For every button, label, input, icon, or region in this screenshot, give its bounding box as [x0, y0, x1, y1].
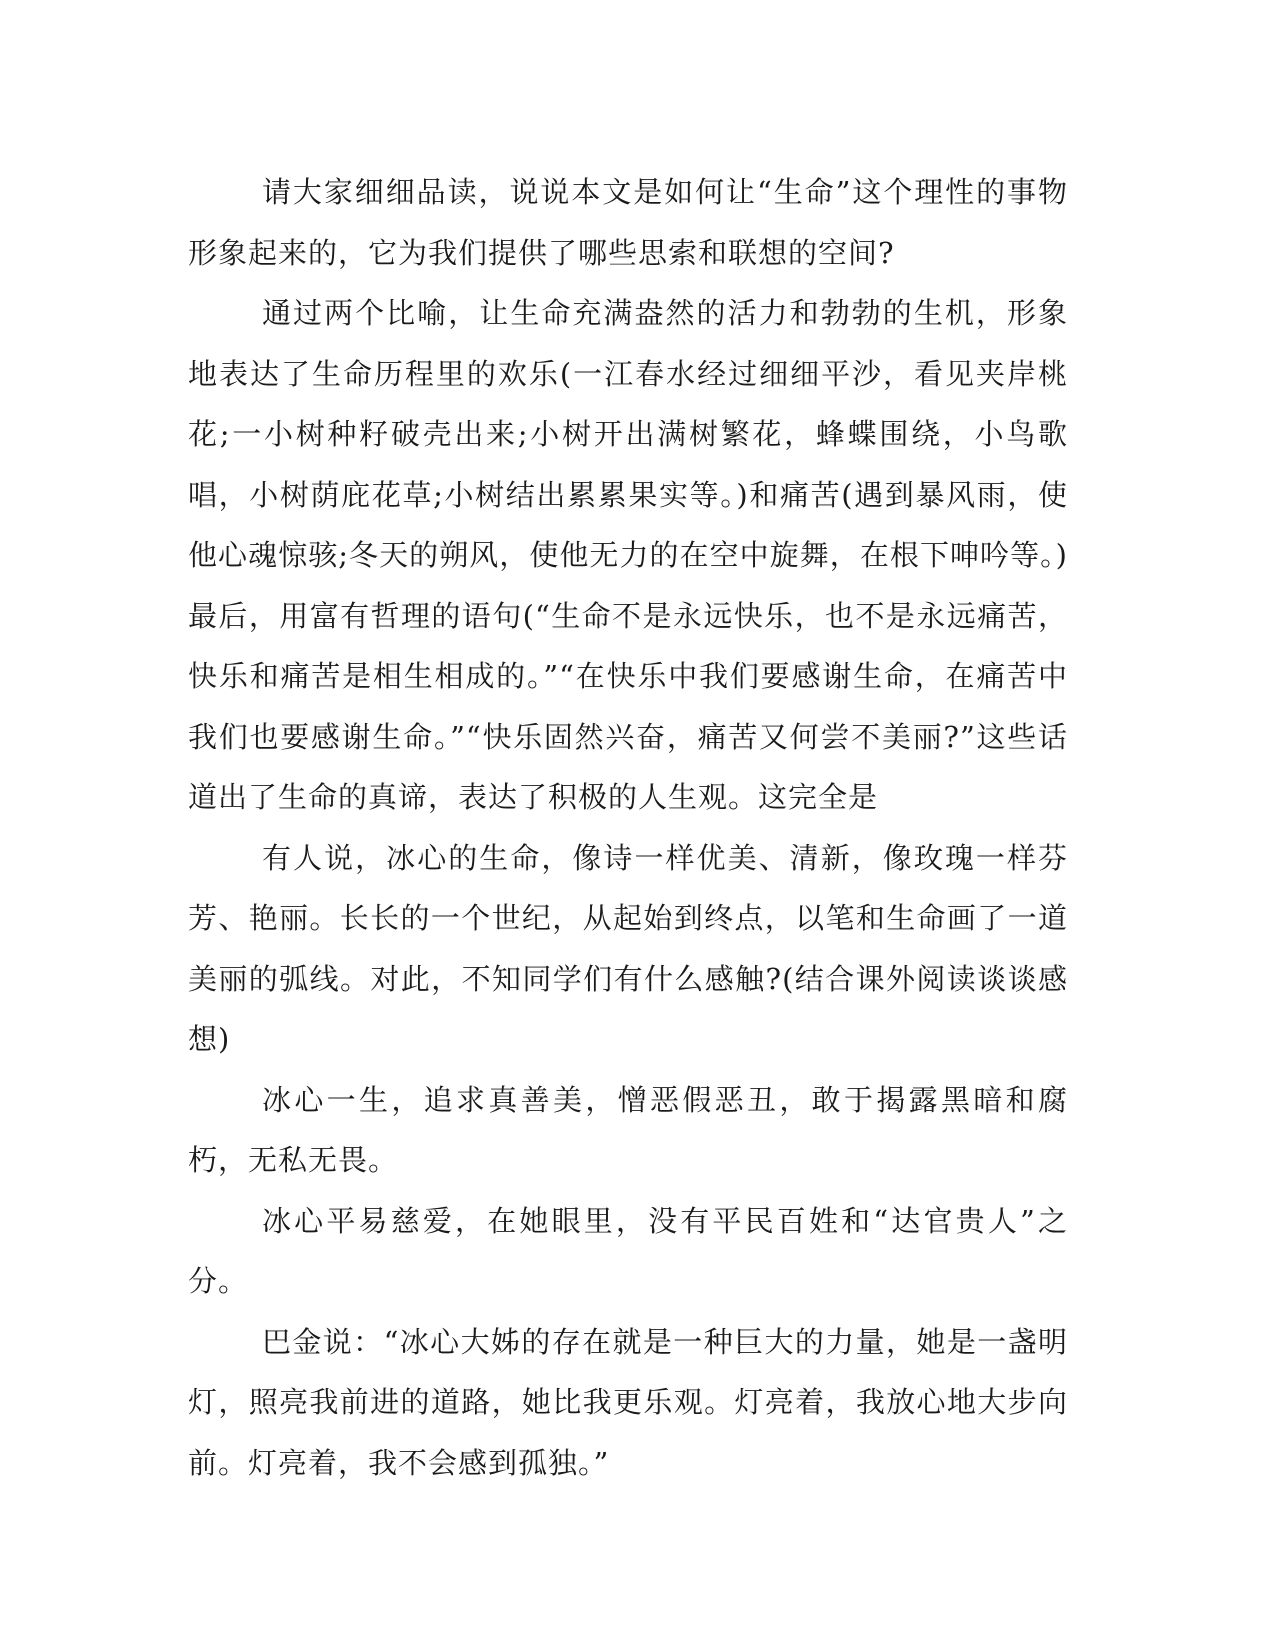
paragraph-bajin-quote: 巴金说：“冰心大姊的存在就是一种巨大的力量，她是一盏明灯，照亮我前进的道路，她比我更乐观。灯亮着，我放心地大步向前。灯亮着，我不会感到孤独。” [188, 1324, 1068, 1480]
document-body [188, 162, 1068, 1493]
paragraph-metaphor-analysis: 通过两个比喻，让生命充满盎然的活力和勃勃的生机，形象地表达了生命历程里的欢乐(一江春水经过细细平沙，看见夹岸桃花;一小树种籽破壳出来;小树开出满树繁花，蜂蝶围绕，小鸟歌唱，小树荫庇花草;小树结出累累果实等。)和痛苦(遇到暴风雨，使他心魂惊骇;冬天的朔风，使他无力的在空中旋舞，在根下呻吟等。)最后，用富有哲理的语句(“生命不是永远快乐，也不是永远痛苦，快乐和痛苦是相生相成的。”“在快乐中我们要感谢生命，在痛苦中我们也要感谢生命。”“快乐固然兴奋，痛苦又何尝不美丽?”这些话道出了生命的真谛，表达了积极的人生观。这完全是 [188, 296, 1068, 814]
paragraph-question-life-imagery: 请大家细细品读，说说本文是如何让“生命”这个理性的事物形象起来的，它为我们提供了哪些思索和联想的空间? [188, 175, 1068, 270]
paragraph-bingxin-life-question: 有人说，冰心的生命，像诗一样优美、清新，像玫瑰一样芬芳、艳丽。长长的一个世纪，从起始到终点，以笔和生命画了一道美丽的弧线。对此，不知同学们有什么感触?(结合课外阅读谈谈感想) [188, 840, 1068, 1056]
paragraph-bingxin-kindness: 冰心平易慈爱，在她眼里，没有平民百姓和“达官贵人”之分。 [188, 1203, 1068, 1298]
paragraph-bingxin-pursuit: 冰心一生，追求真善美，憎恶假恶丑，敢于揭露黑暗和腐朽，无私无畏。 [188, 1082, 1068, 1177]
